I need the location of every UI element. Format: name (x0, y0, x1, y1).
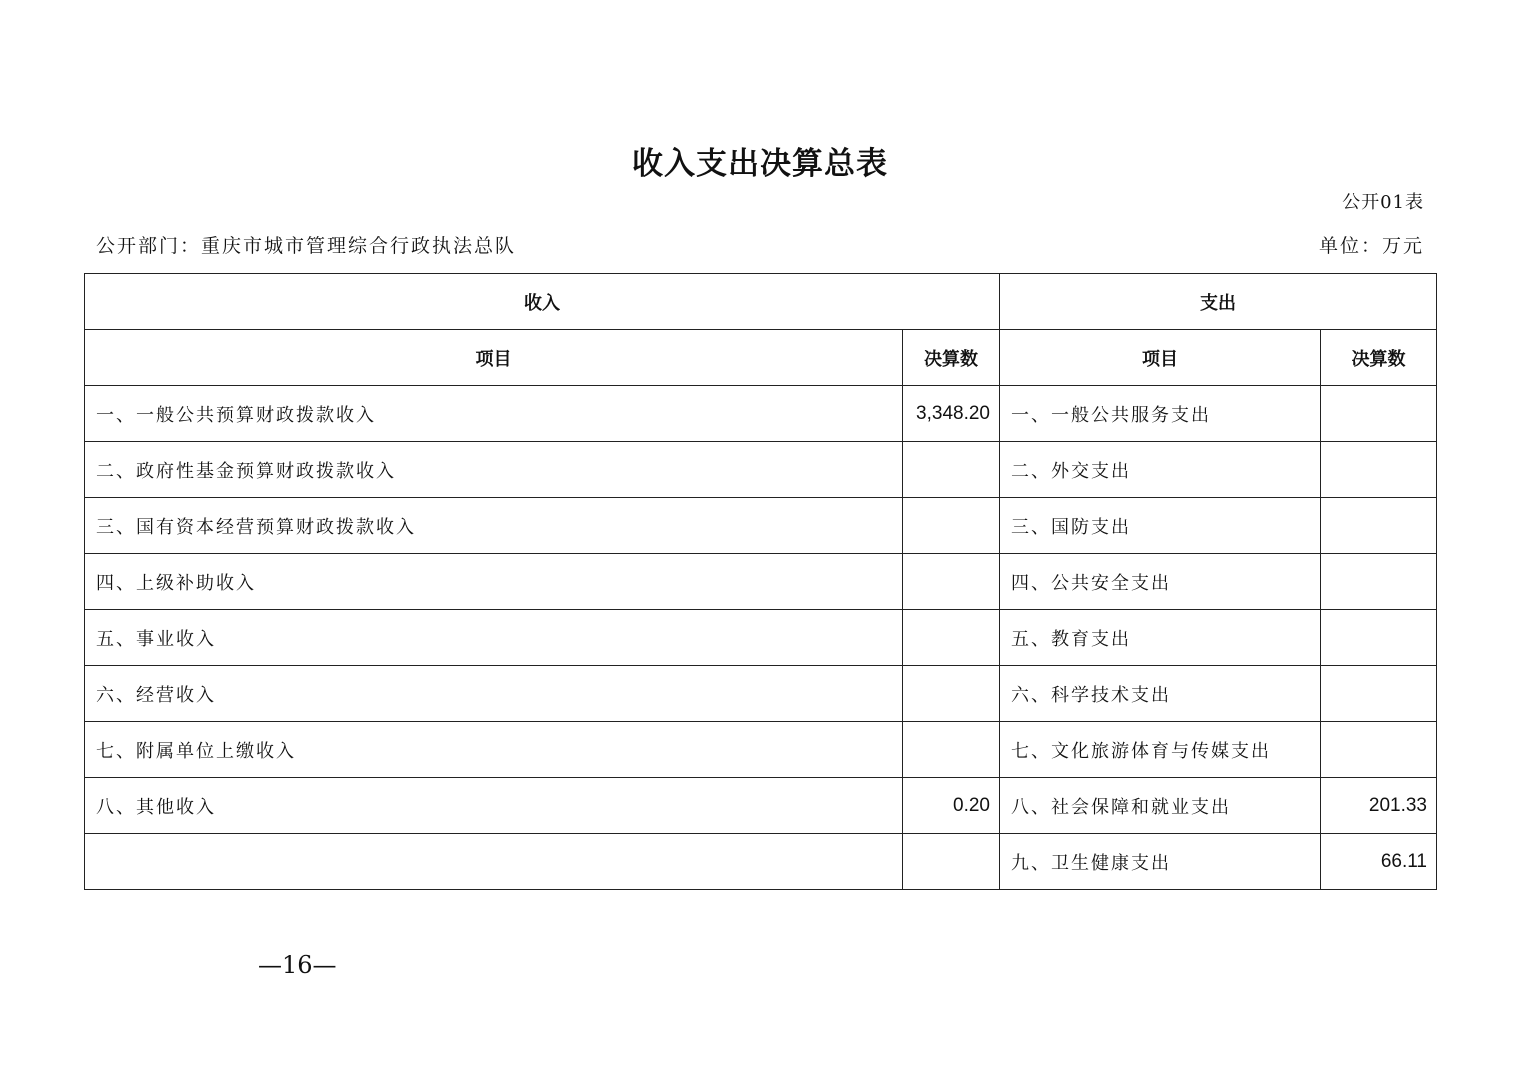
table-row (85, 386, 1437, 442)
expense-amount (1321, 666, 1437, 722)
income-item: 八、其他收入 (85, 778, 903, 834)
income-amount: 0.20 (903, 778, 1000, 834)
income-expense-table (84, 273, 1437, 890)
expense-amount (1321, 386, 1437, 442)
department-label: 公开部门：重庆市城市管理综合行政执法总队 (96, 235, 517, 257)
income-amount: 3,348.20 (903, 386, 1000, 442)
income-item: 一、一般公共预算财政拨款收入 (85, 386, 903, 442)
expense-amount (1321, 722, 1437, 778)
expense-amount: 201.33 (1321, 778, 1437, 834)
page-number: —16— (258, 951, 337, 979)
expense-item: 四、公共安全支出 (1000, 554, 1321, 610)
table-row (85, 498, 1437, 554)
expense-amount (1321, 610, 1437, 666)
income-item: 五、事业收入 (85, 610, 903, 666)
form-number: 公开01表 (1342, 192, 1424, 213)
income-amount (903, 834, 1000, 890)
income-item: 七、附属单位上缴收入 (85, 722, 903, 778)
table-row (85, 722, 1437, 778)
income-item-column-header: 项目 (85, 330, 903, 386)
expense-amount (1321, 554, 1437, 610)
table-section-header-row (85, 274, 1437, 330)
expense-item: 三、国防支出 (1000, 498, 1321, 554)
expense-item: 九、卫生健康支出 (1000, 834, 1321, 890)
expense-amount (1321, 442, 1437, 498)
expense-item: 一、一般公共服务支出 (1000, 386, 1321, 442)
income-amount-column-header: 决算数 (903, 330, 1000, 386)
income-header: 收入 (85, 274, 1000, 330)
income-amount (903, 554, 1000, 610)
income-amount (903, 722, 1000, 778)
expense-header: 支出 (1000, 274, 1437, 330)
income-amount (903, 610, 1000, 666)
expense-amount-column-header: 决算数 (1321, 330, 1437, 386)
table-row (85, 778, 1437, 834)
table-row (85, 834, 1437, 890)
expense-amount: 66.11 (1321, 834, 1437, 890)
income-item: 六、经营收入 (85, 666, 903, 722)
page-title: 收入支出决算总表 (632, 146, 888, 182)
expense-item-column-header: 项目 (1000, 330, 1321, 386)
table-row (85, 610, 1437, 666)
expense-item: 八、社会保障和就业支出 (1000, 778, 1321, 834)
table-row (85, 442, 1437, 498)
expense-item: 五、教育支出 (1000, 610, 1321, 666)
unit-label: 单位：万元 (1318, 235, 1424, 257)
table-column-header-row (85, 330, 1437, 386)
income-item (85, 834, 903, 890)
expense-item: 六、科学技术支出 (1000, 666, 1321, 722)
expense-item: 七、文化旅游体育与传媒支出 (1000, 722, 1321, 778)
income-amount (903, 442, 1000, 498)
income-amount (903, 666, 1000, 722)
income-item: 四、上级补助收入 (85, 554, 903, 610)
income-item: 三、国有资本经营预算财政拨款收入 (85, 498, 903, 554)
expense-amount (1321, 498, 1437, 554)
income-amount (903, 498, 1000, 554)
expense-item: 二、外交支出 (1000, 442, 1321, 498)
income-item: 二、政府性基金预算财政拨款收入 (85, 442, 903, 498)
table-row (85, 666, 1437, 722)
table-row (85, 554, 1437, 610)
